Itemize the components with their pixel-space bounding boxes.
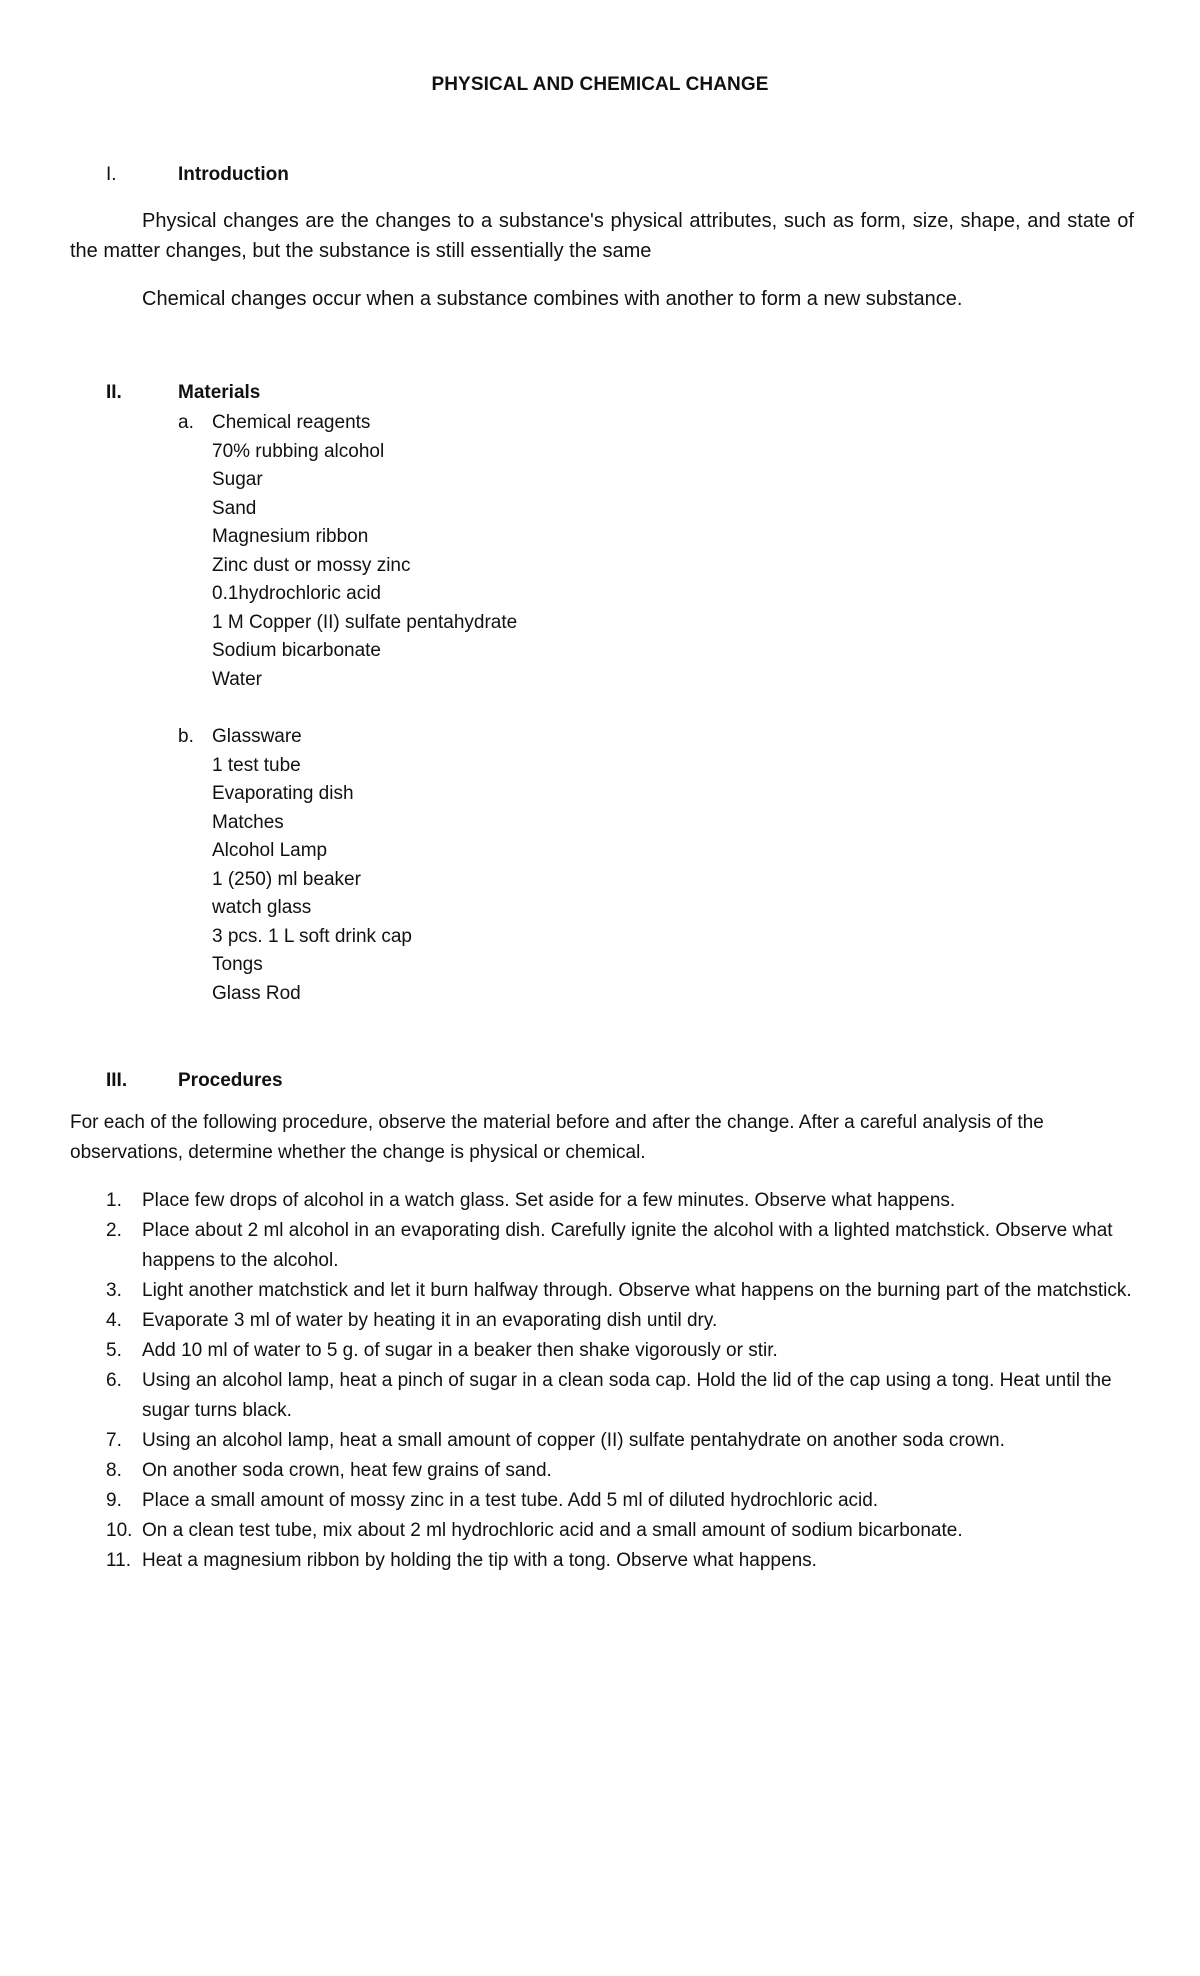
step-text: Using an alcohol lamp, heat a pinch of sugar in a clean soda cap. Hold the lid of the cap using a tong. Heat until the sugar turns black. <box>142 1370 1112 1421</box>
group-letter: a. <box>178 412 194 433</box>
step-number: 8. <box>106 1460 122 1481</box>
list-item: 1 test tube <box>212 754 301 776</box>
list-item: Chemical reagents <box>212 412 371 433</box>
procedure-step <box>70 1546 1134 1576</box>
document-title: PHYSICAL AND CHEMICAL CHANGE <box>431 74 769 95</box>
step-text: Heat a magnesium ribbon by holding the tip with a tong. Observe what happens. <box>142 1550 817 1571</box>
procedure-step <box>70 1336 1134 1366</box>
intro-paragraph-chemical: Chemical changes occur when a substance combines with another to form a new substance. <box>142 288 963 310</box>
procedure-step <box>70 1306 1134 1336</box>
list-item: Evaporating dish <box>212 783 354 804</box>
step-number: 10. <box>106 1520 133 1541</box>
step-text: Add 10 ml of water to 5 g. of sugar in a beaker then shake vigorously or stir. <box>142 1340 778 1361</box>
list-item: Tongs <box>212 954 263 975</box>
materials-group-reagents <box>178 409 517 694</box>
step-number: 4. <box>106 1310 122 1331</box>
list-item: Glassware <box>212 726 302 747</box>
section-number: II. <box>106 382 122 403</box>
procedure-step <box>70 1186 1134 1216</box>
procedure-steps-list <box>70 1186 1134 1576</box>
step-text: Using an alcohol lamp, heat a small amount of copper (II) sulfate pentahydrate on another soda crown. <box>142 1430 1005 1451</box>
step-number: 7. <box>106 1430 122 1451</box>
step-number: 3. <box>106 1280 122 1301</box>
list-item: Matches <box>212 811 284 833</box>
list-item: Sand <box>212 497 257 519</box>
step-number: 6. <box>106 1370 122 1391</box>
list-item: Zinc dust or mossy zinc <box>212 554 411 576</box>
step-text: Light another matchstick and let it burn halfway through. Observe what happens on the burning part of the matchstick. <box>142 1280 1132 1301</box>
list-item: 0.1hydrochloric acid <box>212 583 381 604</box>
procedure-step <box>70 1426 1134 1456</box>
list-item: 1 (250) ml beaker <box>212 868 361 890</box>
group-letter: b. <box>178 726 194 747</box>
list-item: 1 M Copper (II) sulfate pentahydrate <box>212 611 518 633</box>
section-number: I. <box>106 164 117 185</box>
procedure-step <box>70 1516 1134 1546</box>
step-text: Place about 2 ml alcohol in an evaporating dish. Carefully ignite the alcohol with a lighted matchstick. Observe what happens to the alcohol. <box>142 1220 1113 1271</box>
procedure-step <box>70 1456 1134 1486</box>
intro-paragraph-physical: Physical changes are the changes to a substance's physical attributes, such as form, size, shape, and state of the matter changes, but the substance is still essentially the same <box>70 210 1134 262</box>
step-text: On another soda crown, heat few grains of sand. <box>142 1460 552 1481</box>
list-item: Sugar <box>212 469 263 490</box>
list-item: 70% rubbing alcohol <box>212 440 385 462</box>
procedure-step <box>70 1366 1134 1426</box>
list-item: watch glass <box>212 897 312 918</box>
section-title: Materials <box>178 382 261 403</box>
section-title: Introduction <box>178 164 289 185</box>
step-number: 1. <box>106 1190 122 1211</box>
materials-group-glassware <box>178 723 412 1008</box>
list-item: Sodium bicarbonate <box>212 640 381 661</box>
list-item: Water <box>212 668 262 690</box>
list-item: Alcohol Lamp <box>212 840 328 861</box>
step-text: Place few drops of alcohol in a watch glass. Set aside for a few minutes. Observe what happens. <box>142 1190 956 1211</box>
materials-list <box>178 723 412 1008</box>
procedure-step <box>70 1276 1134 1306</box>
step-text: On a clean test tube, mix about 2 ml hydrochloric acid and a small amount of sodium bicarbonate. <box>142 1520 963 1541</box>
step-number: 11. <box>106 1550 132 1571</box>
list-item: Glass Rod <box>212 982 301 1004</box>
section-title: Procedures <box>178 1070 283 1091</box>
step-text: Place a small amount of mossy zinc in a test tube. Add 5 ml of diluted hydrochloric acid. <box>142 1490 879 1511</box>
step-number: 2. <box>106 1220 122 1241</box>
section-number: III. <box>106 1070 128 1091</box>
procedure-step <box>70 1216 1134 1276</box>
list-item: 3 pcs. 1 L soft drink cap <box>212 925 412 947</box>
list-item: Magnesium ribbon <box>212 526 369 547</box>
materials-list <box>178 409 517 694</box>
procedures-intro: For each of the following procedure, observe the material before and after the change. After a careful analysis of the observations, determine whether the change is physical or chemical. <box>70 1112 1044 1163</box>
procedure-step <box>70 1486 1134 1516</box>
step-text: Evaporate 3 ml of water by heating it in an evaporating dish until dry. <box>142 1310 718 1331</box>
step-number: 5. <box>106 1340 122 1361</box>
step-number: 9. <box>106 1490 122 1511</box>
